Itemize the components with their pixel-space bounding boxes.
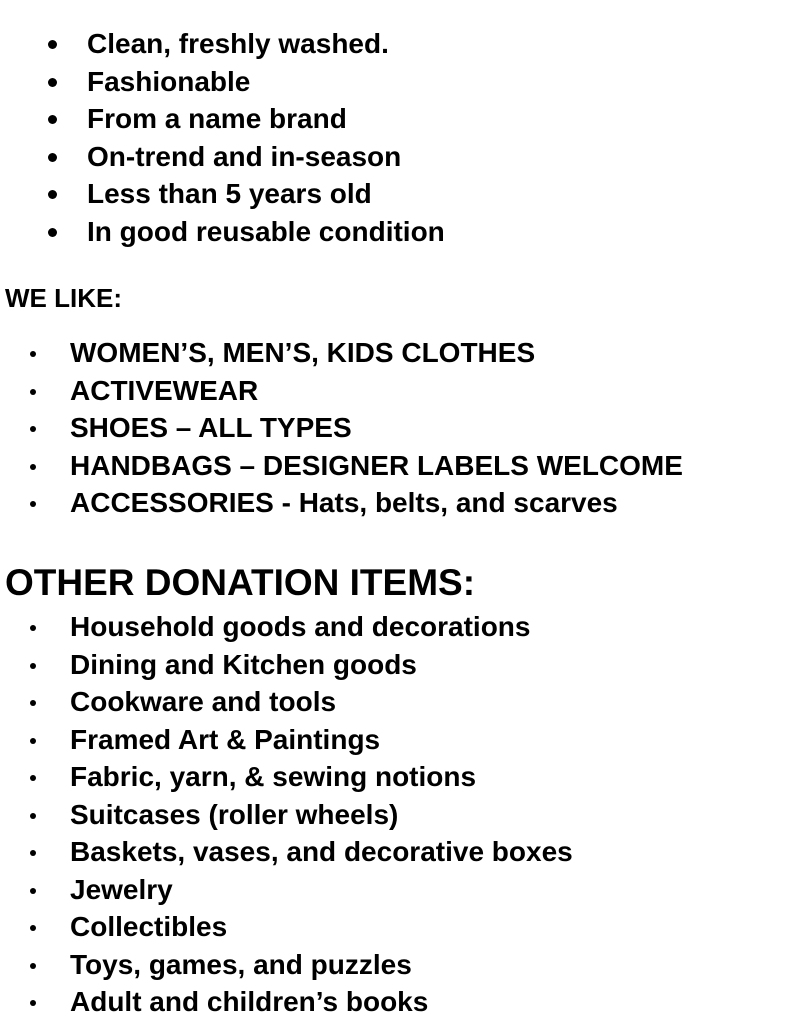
list-item (0, 175, 445, 213)
list-item-text: ACCESSORIES - Hats, belts, and scarves (70, 487, 618, 519)
list-item (0, 871, 573, 909)
bullet-icon (30, 888, 36, 894)
list-item-text: Jewelry (70, 873, 173, 905)
list-item-text: Fashionable (87, 65, 251, 97)
list-item (0, 447, 683, 485)
list-item (0, 100, 445, 138)
list-item (0, 758, 573, 796)
list-item-text: Fabric, yarn, & sewing notions (70, 761, 477, 792)
list-item (0, 25, 445, 63)
list-item-text: WOMEN’S, MEN’S, KIDS CLOTHES (70, 337, 536, 368)
list-item (0, 683, 573, 721)
list-item-text: ACTIVEWEAR (70, 374, 259, 406)
bullet-icon (48, 78, 57, 87)
bullet-icon (30, 663, 36, 669)
list-item (0, 608, 573, 646)
bullet-icon (30, 925, 36, 931)
list-item (0, 908, 573, 946)
list-item (0, 213, 445, 251)
bullet-icon (30, 850, 36, 856)
list-item-text: Adult and children’s books (70, 986, 429, 1017)
list-item (0, 946, 573, 984)
list-item (0, 721, 573, 759)
bullet-icon (30, 625, 36, 631)
list-item-text: SHOES – ALL TYPES (70, 412, 352, 444)
bullet-icon (30, 813, 36, 819)
list-item-text: Toys, games, and puzzles (70, 948, 412, 980)
bullet-icon (48, 228, 57, 237)
bullet-icon (30, 389, 36, 395)
bullet-icon (48, 40, 57, 49)
we-like-list (0, 334, 683, 522)
list-item (0, 833, 573, 871)
list-item (0, 334, 683, 372)
list-item-text: Less than 5 years old (87, 178, 372, 209)
list-item-text: On-trend and in-season (87, 140, 402, 172)
list-item (0, 796, 573, 834)
list-item-text: From a name brand (87, 103, 347, 134)
list-item-text: Collectibles (70, 911, 228, 942)
other-donation-list (0, 608, 573, 1021)
we-like-heading: WE LIKE: (5, 283, 122, 313)
list-item-text: HANDBAGS – DESIGNER LABELS WELCOME (70, 449, 683, 481)
bullet-icon (30, 775, 36, 781)
bullet-icon (48, 190, 57, 199)
list-item-text: Suitcases (roller wheels) (70, 798, 399, 830)
list-item (0, 983, 573, 1021)
criteria-list (0, 25, 445, 250)
list-item-text: Cookware and tools (70, 686, 337, 717)
bullet-icon (30, 1000, 36, 1006)
list-item (0, 646, 573, 684)
bullet-icon (30, 738, 36, 744)
list-item (0, 372, 683, 410)
bullet-icon (30, 501, 36, 507)
bullet-icon (48, 115, 57, 124)
list-item-text: Dining and Kitchen goods (70, 648, 417, 680)
list-item (0, 138, 445, 176)
bullet-icon (30, 700, 36, 706)
bullet-icon (30, 464, 36, 470)
bullet-icon (30, 963, 36, 969)
list-item-text: Framed Art & Paintings (70, 723, 381, 755)
other-donation-items-heading: OTHER DONATION ITEMS: (5, 562, 476, 603)
bullet-icon (30, 351, 36, 357)
list-item (0, 484, 683, 522)
list-item (0, 409, 683, 447)
bullet-icon (30, 426, 36, 432)
list-item-text: Household goods and decorations (70, 611, 531, 642)
list-item-text: In good reusable condition (87, 215, 445, 247)
list-item-text: Baskets, vases, and decorative boxes (70, 836, 573, 867)
list-item (0, 63, 445, 101)
bullet-icon (48, 153, 57, 162)
list-item-text: Clean, freshly washed. (87, 28, 389, 59)
